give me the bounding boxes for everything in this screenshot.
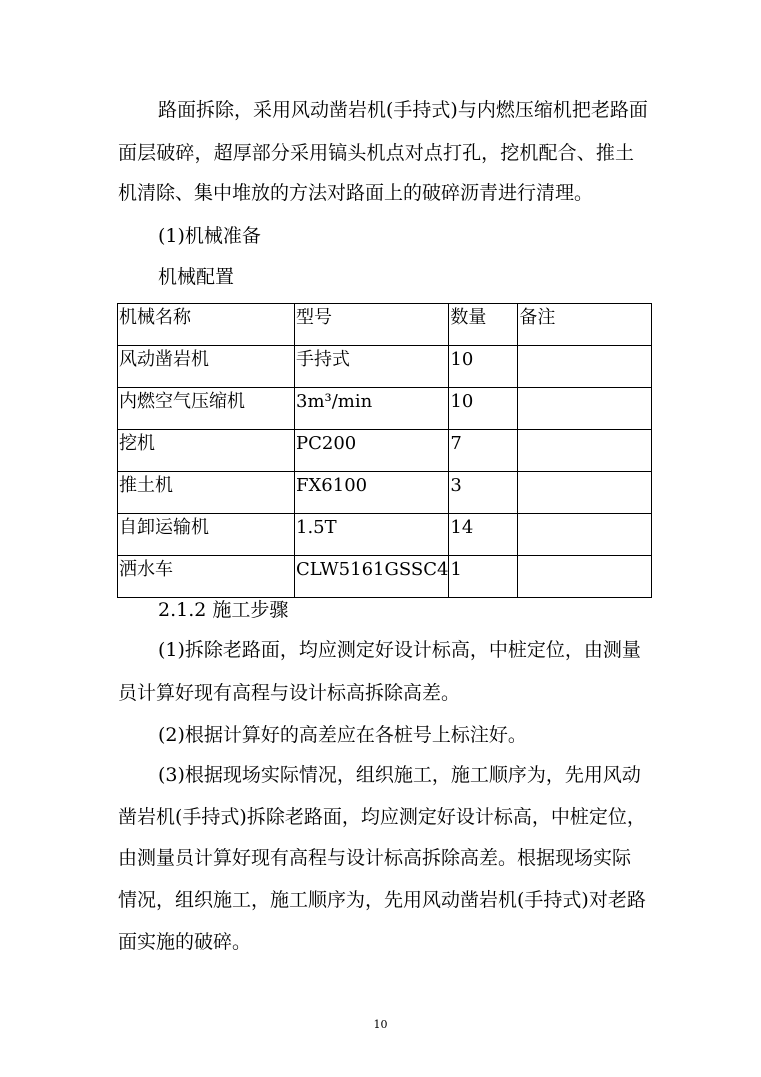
cell-qty: 10 [449, 388, 518, 430]
heading-machine-config: 机械配置 [158, 266, 235, 288]
cell-name: 自卸运输机 [118, 514, 295, 556]
page-number: 10 [373, 1018, 388, 1031]
text-line: (3)根据现场实际情况，组织施工，施工顺序为，先用风动 [158, 764, 641, 786]
cell-name: 洒水车 [118, 556, 295, 598]
table-row [118, 556, 652, 598]
cell-model: PC200 [295, 430, 449, 472]
cell-model: FX6100 [295, 472, 449, 514]
text-line: (1)拆除老路面，均应测定好设计标高，中桩定位，由测量 [158, 639, 641, 661]
table-row [118, 472, 652, 514]
heading-machine-prep: (1)机械准备 [158, 225, 261, 247]
text-line: 路面拆除，采用风动凿岩机(手持式)与内燃压缩机把老路面 [158, 99, 648, 121]
table-header-row [118, 304, 652, 346]
cell-note [518, 472, 652, 514]
cell-qty: 1 [449, 556, 518, 598]
cell-name: 风动凿岩机 [118, 346, 295, 388]
header-cell: 机械名称 [118, 304, 295, 346]
cell-qty: 3 [449, 472, 518, 514]
text-line: 面实施的破碎。 [118, 931, 252, 953]
table-row [118, 514, 652, 556]
cell-name: 推土机 [118, 472, 295, 514]
cell-model: 1.5T [295, 514, 449, 556]
cell-qty: 7 [449, 430, 518, 472]
cell-name: 挖机 [118, 430, 295, 472]
text-line: 员计算好现有高程与设计标高拆除高差。 [118, 682, 461, 704]
cell-note [518, 556, 652, 598]
text-line: 凿岩机(手持式)拆除老路面，均应测定好设计标高，中桩定位， [118, 806, 646, 828]
cell-note [518, 514, 652, 556]
cell-qty: 10 [449, 346, 518, 388]
text-line: 机清除、集中堆放的方法对路面上的破碎沥青进行清理。 [118, 182, 594, 204]
text-line: 面层破碎，超厚部分采用镐头机点对点打孔，挖机配合、推土 [118, 142, 634, 164]
header-cell: 型号 [295, 304, 449, 346]
table-row [118, 346, 652, 388]
cell-model: 手持式 [295, 346, 449, 388]
section-heading: 2.1.2 施工步骤 [158, 599, 289, 621]
header-cell: 备注 [518, 304, 652, 346]
cell-note [518, 346, 652, 388]
header-cell: 数量 [449, 304, 518, 346]
machine-table [117, 303, 652, 598]
text-line: 由测量员计算好现有高程与设计标高拆除高差。根据现场实际 [118, 847, 632, 869]
cell-note [518, 430, 652, 472]
table-row [118, 388, 652, 430]
text-line: 情况，组织施工，施工顺序为，先用风动凿岩机(手持式)对老路 [118, 889, 646, 911]
cell-name: 内燃空气压缩机 [118, 388, 295, 430]
cell-note [518, 388, 652, 430]
cell-qty: 14 [449, 514, 518, 556]
cell-model: 3m³/min [295, 388, 449, 430]
text-line: (2)根据计算好的高差应在各桩号上标注好。 [158, 724, 527, 746]
table-row [118, 430, 652, 472]
cell-model: CLW5161GSSC4 [295, 556, 449, 598]
